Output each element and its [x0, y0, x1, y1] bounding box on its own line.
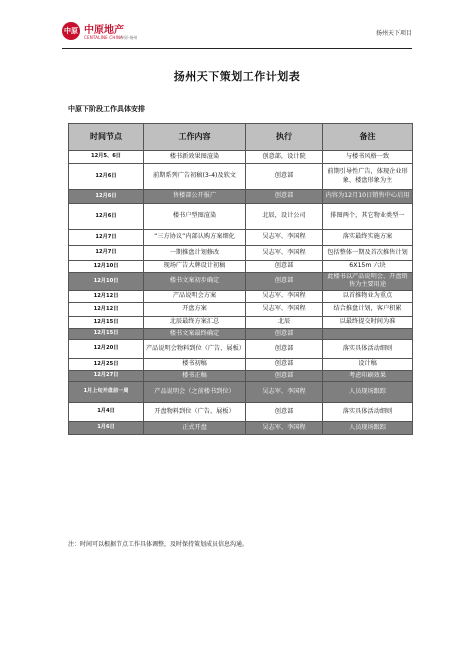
col-header-work: 工作内容: [144, 124, 246, 151]
table-row: [69, 290, 413, 302]
table-row: [69, 402, 413, 421]
table-body: [69, 151, 413, 435]
table-row: [69, 302, 413, 316]
cell-work: 产品说明会方案: [144, 290, 246, 302]
cell-note: 前期引导性广告，体现企业形象、楼盘形象为主: [323, 164, 413, 190]
table-row: [69, 421, 413, 434]
cell-date: 12月25日: [69, 358, 144, 370]
cell-note: 落实具体活动细则: [323, 402, 413, 421]
cell-note: 与楼书风格一致: [323, 151, 413, 164]
table-row: [69, 358, 413, 370]
cell-note: 以首推物业为重点: [323, 290, 413, 302]
cell-exec: 吴志军、李国程: [246, 421, 323, 434]
page-header: [62, 16, 412, 48]
cell-note: 排图两个，其它物业类型一: [323, 204, 413, 230]
cell-exec: 创意部: [246, 190, 323, 204]
table-row: [69, 204, 413, 230]
cell-exec: 创意部: [246, 273, 323, 291]
logo-subtext: 中原·扬州: [120, 35, 138, 40]
cell-work: 北辰最终方案汇总: [144, 316, 246, 328]
cell-work: 售楼部公开报广: [144, 190, 246, 204]
cell-note: 落实最终实施方案: [323, 230, 413, 246]
table-row: [69, 246, 413, 261]
cell-exec: 创意部: [246, 261, 323, 273]
cell-date: 12月10日: [69, 261, 144, 273]
cell-date: 12月10日: [69, 273, 144, 291]
cell-exec: 北辰: [246, 316, 323, 328]
cell-exec: 创意部: [246, 370, 323, 381]
cell-date: 12月7日: [69, 230, 144, 246]
col-header-exec: 执行: [246, 124, 323, 151]
cell-date: 12月20日: [69, 339, 144, 358]
logo-name-cn: 中原地产: [84, 25, 124, 36]
cell-exec: 创意部，设计院: [246, 151, 323, 164]
footnote: 注：时间可以根据节点工作具体调整，及时保持策划成员信息沟通。: [68, 541, 249, 548]
cell-date: 12月15日: [69, 328, 144, 339]
cell-note: 考虑印刷效果: [323, 370, 413, 381]
cell-work: 楼书新效果图渲染: [144, 151, 246, 164]
cell-date: 1月4日: [69, 402, 144, 421]
cell-exec: 吴志军、李国程: [246, 246, 323, 261]
cell-exec: 创意部: [246, 402, 323, 421]
cell-note: 落实具体活动细则: [323, 339, 413, 358]
logo-mark: 中原: [62, 22, 80, 40]
cell-exec: 北辰，设计公司: [246, 204, 323, 230]
cell-note: 人员现场跟踪: [323, 421, 413, 434]
table-row: [69, 273, 413, 291]
cell-date: 12月12日: [69, 302, 144, 316]
cell-work: 前期系列广告初稿(3-4)及软文: [144, 164, 246, 190]
project-name: 扬州天下项目: [375, 30, 412, 37]
cell-work: 楼书文案初步确定: [144, 273, 246, 291]
cell-note: 结合推盘计划，客户积累: [323, 302, 413, 316]
cell-work: 楼书正稿: [144, 370, 246, 381]
cell-note: 人员现场跟踪: [323, 381, 413, 402]
cell-exec: 吴志军、李国程: [246, 230, 323, 246]
company-logo: [62, 18, 172, 46]
logo-name-en: CENTALINE CHINA: [84, 35, 124, 40]
cell-work: 楼书户型图渲染: [144, 204, 246, 230]
table-row: [69, 190, 413, 204]
cell-date: 12月6日: [69, 204, 144, 230]
cell-work: 产品说明会物料到位（广告、展板）: [144, 339, 246, 358]
cell-date: 12月27日: [69, 370, 144, 381]
cell-note: 此楼书以产品说明会、开盘销售为主要用途: [323, 273, 413, 291]
cell-note: 设计稿: [323, 358, 413, 370]
table-row: [69, 381, 413, 402]
cell-work: 一期推盘计划修改: [144, 246, 246, 261]
cell-date: 12月5、6日: [69, 151, 144, 164]
table-row: [69, 316, 413, 328]
cell-work: “三方协议”内部认购方案细化: [144, 230, 246, 246]
table-row: [69, 230, 413, 246]
section-subtitle: 中原下阶段工作具体安排: [68, 105, 145, 113]
cell-work: 正式开盘: [144, 421, 246, 434]
document-title: 扬州天下策划工作计划表: [173, 70, 301, 83]
cell-exec: 创意部: [246, 339, 323, 358]
cell-note: 6X15m 六块: [323, 261, 413, 273]
col-header-note: 备注: [323, 124, 413, 151]
table-row: [69, 151, 413, 164]
work-plan-table: [68, 123, 413, 435]
table-row: [69, 164, 413, 190]
table-row: [69, 370, 413, 381]
header-divider: [62, 48, 412, 49]
cell-note: 包括整体一期及首次推售计划: [323, 246, 413, 261]
cell-exec: 创意部: [246, 328, 323, 339]
table-header-row: [69, 124, 413, 151]
cell-date: 12月15日: [69, 316, 144, 328]
cell-work: 现场广告大牌设计初稿: [144, 261, 246, 273]
cell-date: 1月6日: [69, 421, 144, 434]
cell-date: 12月6日: [69, 164, 144, 190]
cell-date: 12月6日: [69, 190, 144, 204]
cell-exec: 创意部: [246, 358, 323, 370]
cell-note: 以最终提交时间为准: [323, 316, 413, 328]
cell-note: [323, 328, 413, 339]
cell-work: 开盘方案: [144, 302, 246, 316]
cell-work: 产品说明会（之前楼书到位）: [144, 381, 246, 402]
table-row: [69, 328, 413, 339]
cell-exec: 吴志军、李国程: [246, 381, 323, 402]
table-row: [69, 261, 413, 273]
cell-exec: 吴志军、李国程: [246, 302, 323, 316]
cell-date: 12月7日: [69, 246, 144, 261]
table-row: [69, 339, 413, 358]
cell-work: 楼书初稿: [144, 358, 246, 370]
cell-exec: 吴志军、李国程: [246, 290, 323, 302]
cell-work: 楼书文案最终确定: [144, 328, 246, 339]
cell-work: 开盘物料到位（广告、展板）: [144, 402, 246, 421]
cell-note: 内容为12月10日销售中心启用: [323, 190, 413, 204]
col-header-date: 时间节点: [69, 124, 144, 151]
cell-exec: 创意部: [246, 164, 323, 190]
cell-date: 12月12日: [69, 290, 144, 302]
cell-date: 1月上旬开盘前一周: [69, 381, 144, 402]
